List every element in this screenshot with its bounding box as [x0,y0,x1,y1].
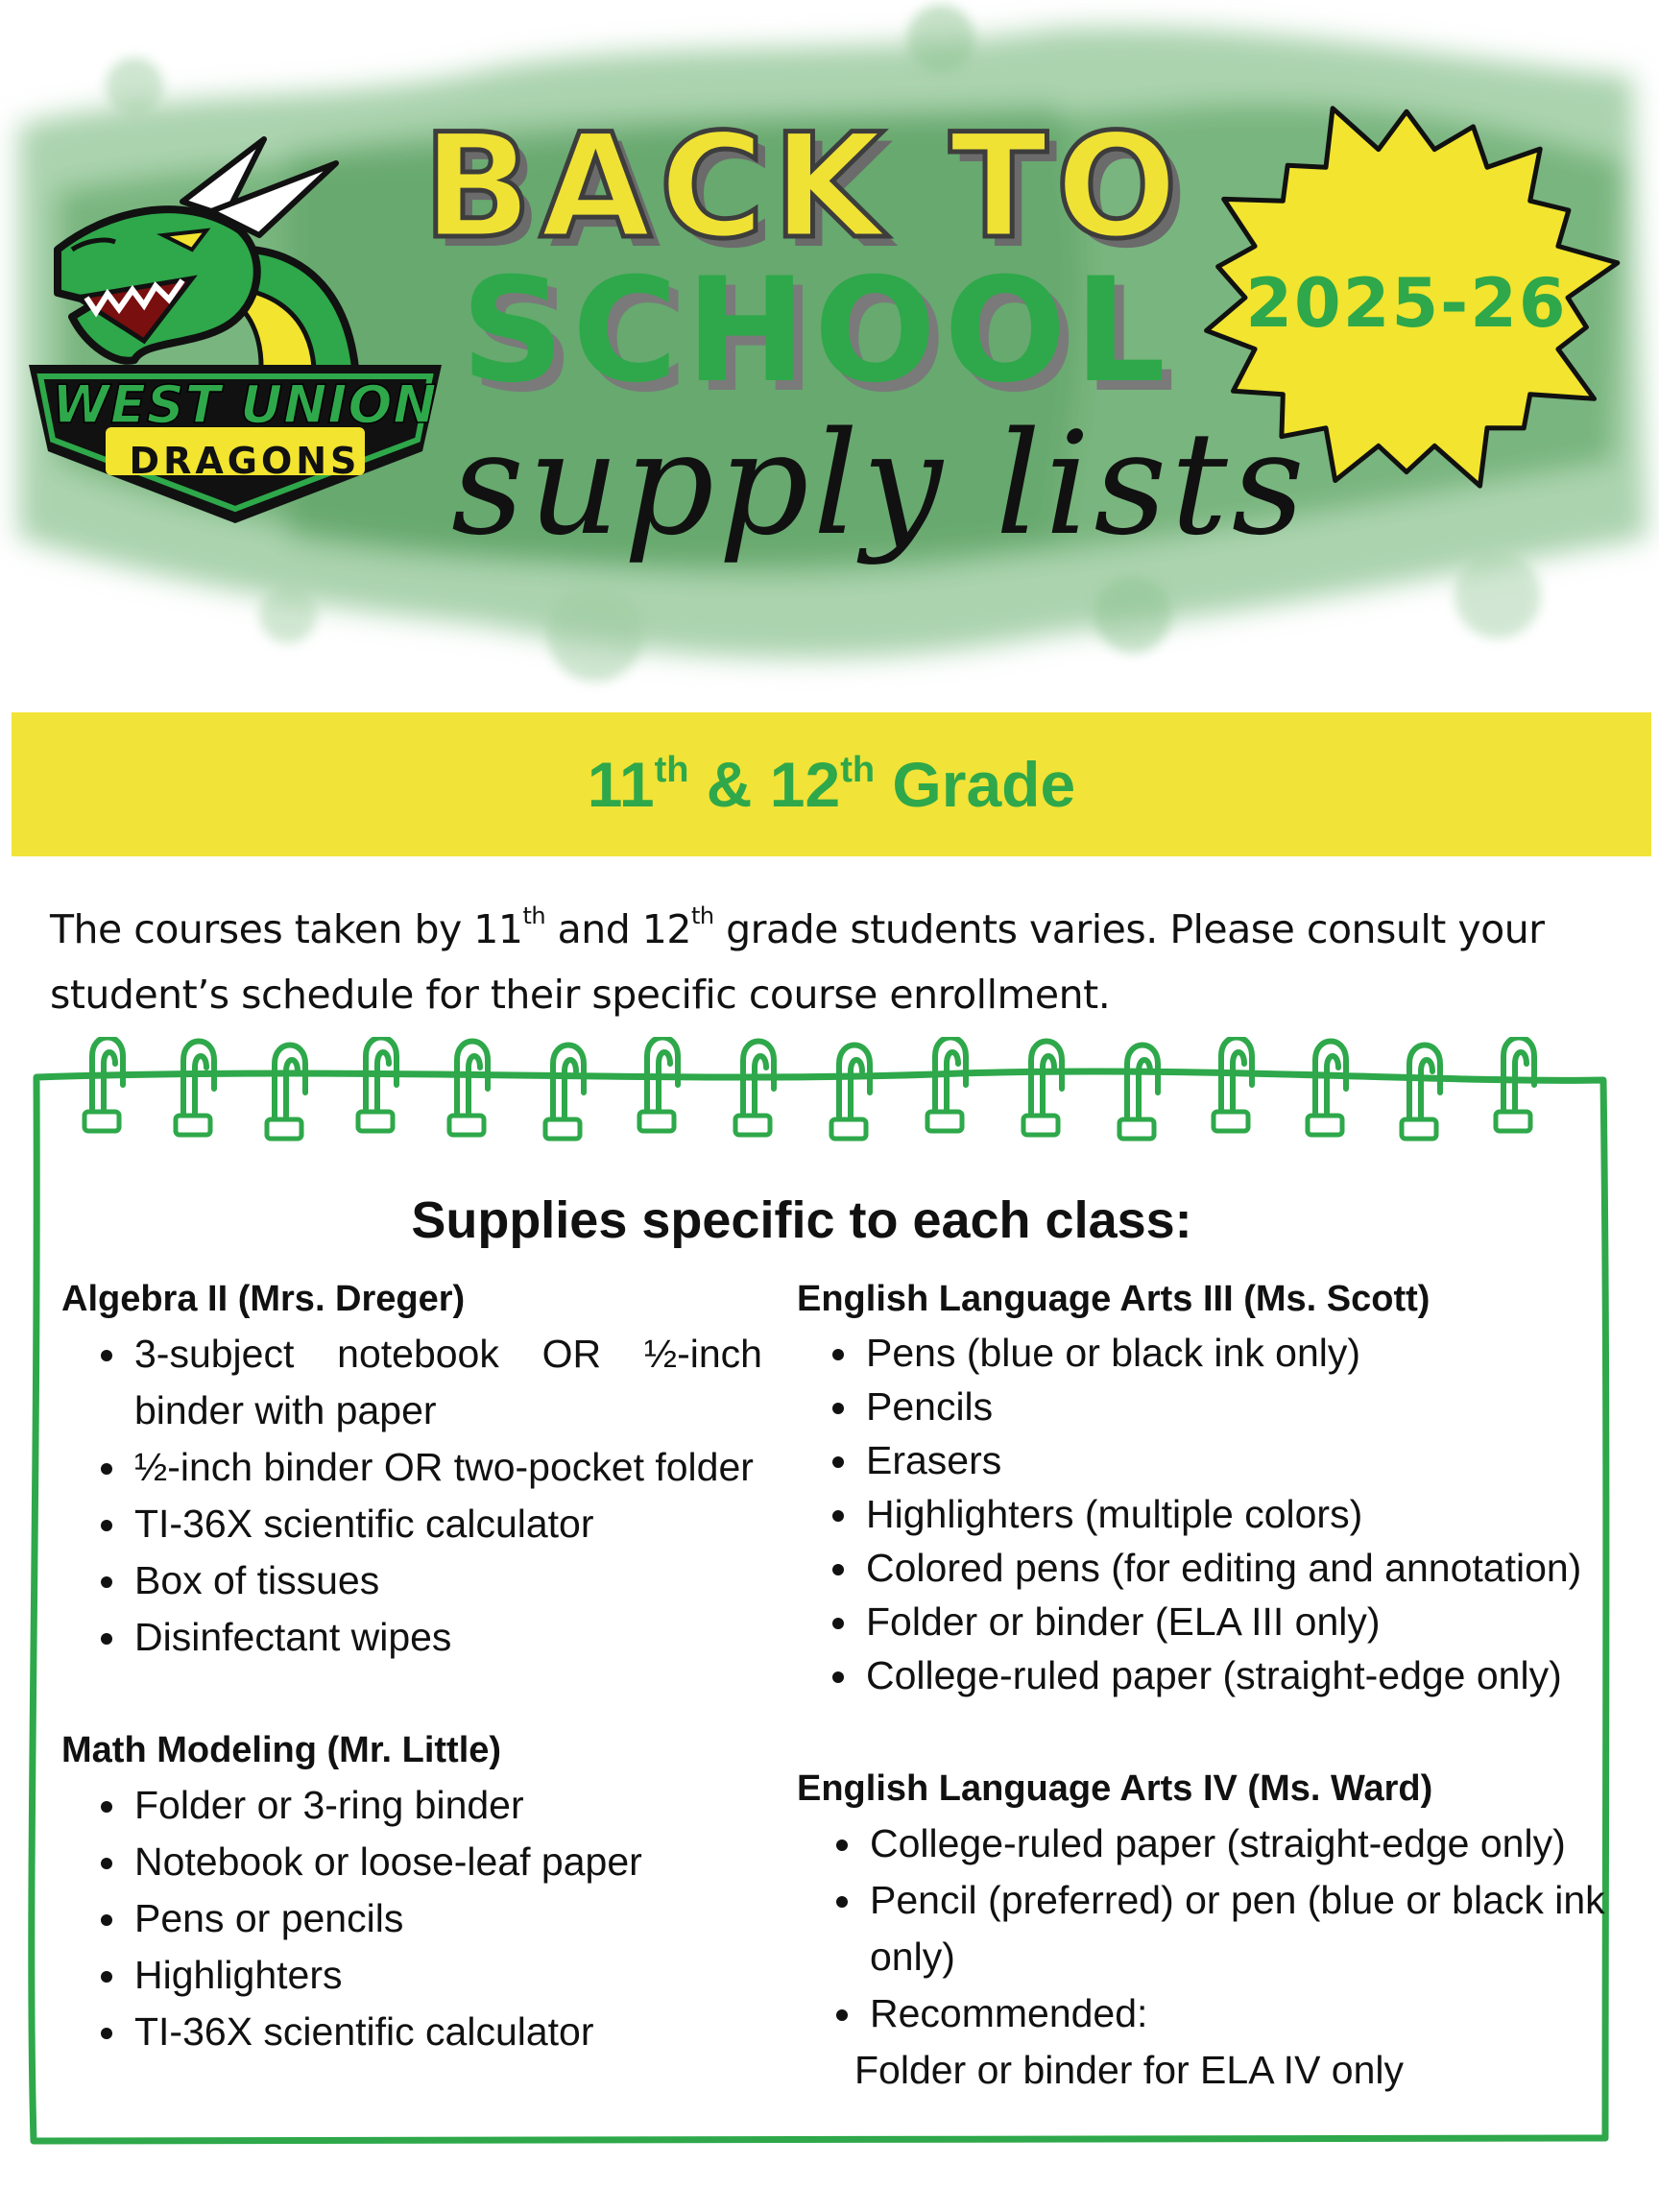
list-item: • Pens or pencils [131,1890,762,1947]
intro-paragraph: The courses taken by 11th and 12th grade students varies. Please consult your student’s schedule for their specific course enrollment. [50,902,1545,1018]
course-title-ela-iii: English Language Arts III (Ms. Scott) [797,1279,1431,1319]
right-column [797,1272,1613,2099]
spiral-ring-icon [1308,1042,1346,1136]
logo-name-top: WEST UNION [52,374,438,435]
year-starburst [1176,86,1637,509]
list-item: • 3-subject notebook OR ½-inch binder with paper [131,1326,762,1439]
spiral-ring-icon [1496,1038,1534,1132]
spiral-ring-icon [639,1038,678,1132]
list-item: • Erasers [862,1433,1613,1487]
left-column [61,1272,762,2060]
spiral-ring-icon [267,1046,305,1140]
math-modeling-list [61,1777,762,2060]
logo-name-bottom: DRAGONS [129,440,361,482]
grade-title: 11th & 12th Grade [587,749,1076,820]
spiral-ring-icon [84,1038,123,1132]
ela-iv-note: Folder or binder for ELA IV only [854,2048,1405,2092]
spiral-ring-icon [1402,1046,1440,1140]
list-item: • Colored pens (for editing and annotation) [862,1541,1613,1595]
spiral-ring-icon [449,1042,488,1136]
list-item: • Recommended: [866,1985,1613,2042]
list-item: • College-ruled paper (straight-edge only) [862,1648,1613,1702]
spiral-ring-icon [831,1046,870,1140]
list-item: • Folder or 3-ring binder [131,1777,762,1834]
spiral-ring-icon [1214,1038,1252,1132]
list-item: • Box of tissues [131,1552,762,1609]
algebra-ii-list [61,1326,762,1666]
grade-band [12,712,1651,856]
title-supply-lists: supply lists [451,401,1309,566]
list-item: • Highlighters [131,1947,762,2004]
ela-iv-list [797,1815,1613,2042]
header-banner [0,0,1659,701]
title-back-to: BACK TO [422,104,1186,271]
course-title-math-modeling: Math Modeling (Mr. Little) [61,1730,502,1770]
spiral-ring-icon [1119,1046,1158,1140]
list-item: • Notebook or loose-leaf paper [131,1834,762,1890]
course-title-algebra-ii: Algebra II (Mrs. Dreger) [61,1279,466,1319]
list-item: • TI-36X scientific calculator [131,2004,762,2060]
list-item: • Pencils [862,1380,1613,1433]
spiral-ring-icon [927,1038,966,1132]
spiral-ring-icon [735,1042,774,1136]
spiral-ring-icon [176,1042,214,1136]
spiral-ring-icon [358,1038,397,1132]
list-item: • ½-inch binder OR two-pocket folder [131,1439,762,1496]
spiral-ring-icon [1023,1042,1062,1136]
list-item: • Disinfectant wipes [131,1609,762,1666]
title-school: SCHOOL [461,248,1174,415]
supplies-heading: Supplies specific to each class: [411,1191,1192,1249]
list-item: • Pens (blue or black ink only) [862,1326,1613,1380]
school-year: 2025-26 [1245,264,1568,343]
spiral-ring-icon [545,1046,584,1140]
list-item: • Highlighters (multiple colors) [862,1487,1613,1541]
list-item: • College-ruled paper (straight-edge only) [866,1815,1613,1872]
list-item: • TI-36X scientific calculator [131,1496,762,1552]
list-item: • Folder or binder (ELA III only) [862,1595,1613,1648]
course-title-ela-iv: English Language Arts IV (Ms. Ward) [797,1768,1433,1809]
list-item: • Pencil (preferred) or pen (blue or black ink only) [866,1872,1613,1985]
spiral-rings [84,1038,1534,1140]
ela-iii-list [797,1326,1613,1702]
west-union-dragons-logo [19,134,451,538]
